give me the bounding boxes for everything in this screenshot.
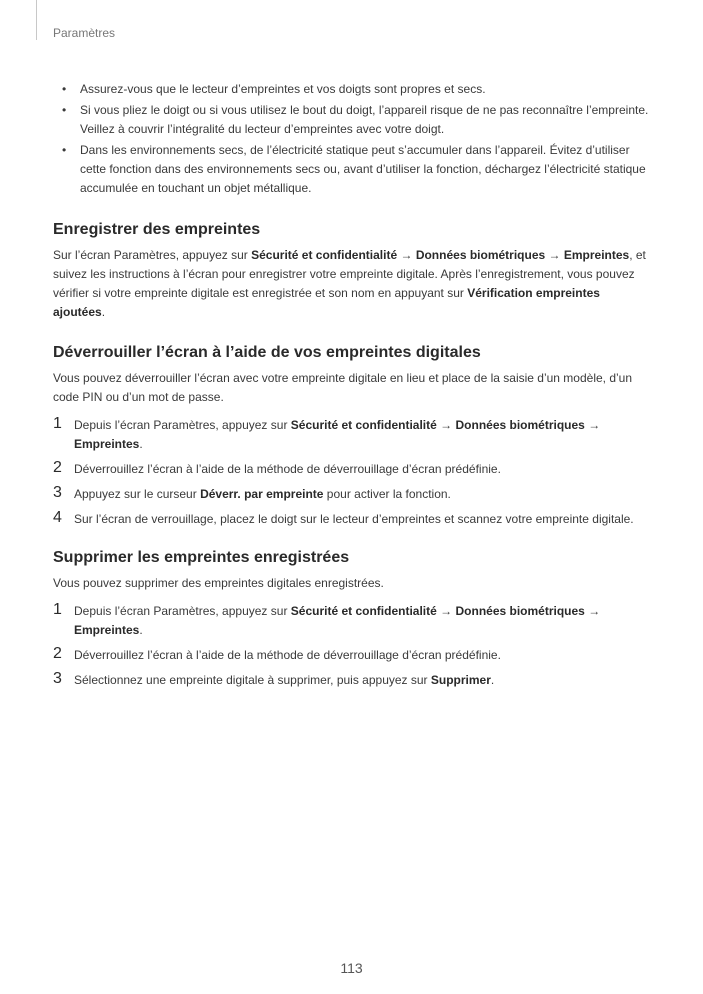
step-number: 3 xyxy=(53,670,62,687)
step-item xyxy=(53,510,653,529)
arrow-separator: → xyxy=(545,248,564,262)
text-run: Déverrouillez l’écran à l’aide de la méthode de déverrouillage d’écran prédéfinie. xyxy=(74,462,501,476)
step-item xyxy=(53,485,653,504)
menu-path-check-fingerprints: Vérification empreintes ajoutées xyxy=(53,286,600,319)
text-run: . xyxy=(490,673,495,687)
menu-path-security: Sécurité et confidentialité xyxy=(251,248,398,262)
arrow-separator: → xyxy=(584,418,601,432)
arrow-separator: → xyxy=(436,604,456,618)
text-run: Depuis l’écran Paramètres, appuyez sur xyxy=(74,418,291,432)
section-delete-intro: Vous pouvez supprimer des empreintes digitales enregistrées. xyxy=(53,576,384,590)
page-header-title: Paramètres xyxy=(53,26,116,40)
step-number: 2 xyxy=(53,459,62,476)
menu-path-fingerprints: Empreintes xyxy=(74,623,140,637)
unlock-steps xyxy=(53,416,653,529)
menu-path-fingerprints: Empreintes xyxy=(74,437,140,451)
section-heading-unlock: Déverrouiller l’écran à l’aide de vos empreintes digitales xyxy=(53,344,481,361)
menu-path-biometrics: Données biométriques xyxy=(455,604,585,618)
text-run: pour activer la fonction. xyxy=(323,487,451,501)
menu-path-fingerprints: Empreintes xyxy=(563,248,630,262)
list-item: • Si vous pliez le doigt ou si vous utilisez le bout du doigt, l’appareil risque de ne pas reconnaître l’empreinte. Veillez à couvrir l’intégralité du lecteur d’empreintes avec votre doigt. xyxy=(53,101,653,139)
step-number: 1 xyxy=(53,601,62,618)
step-item xyxy=(53,646,653,665)
button-delete-label: Supprimer xyxy=(430,673,491,687)
text-run: Sélectionnez une empreinte digitale à supprimer, puis appuyez sur xyxy=(74,673,431,687)
text-run: . xyxy=(101,305,106,319)
step-number: 1 xyxy=(53,415,62,432)
text-run: Sur l’écran Paramètres, appuyez sur xyxy=(53,248,252,262)
text-run: Appuyez sur le curseur xyxy=(74,487,201,501)
menu-path-biometrics: Données biométriques xyxy=(455,418,585,432)
list-item: • Dans les environnements secs, de l’électricité statique peut s’accumuler dans l’appareil. Évitez d’utiliser cette fonction dans des environnements secs ou, avant d’utiliser la fonction, déchargez l’électricité statique accumulée en touchant un objet métallique. xyxy=(53,141,653,198)
section-heading-register: Enregistrer des empreintes xyxy=(53,221,261,238)
setting-fingerprint-unlock: Déverr. par empreinte xyxy=(200,487,324,501)
section-unlock-intro: Vous pouvez déverrouiller l’écran avec votre empreinte digitale en lieu et place de la saisie d’un modèle, d’un code PIN ou d’un mot de passe. xyxy=(53,371,633,404)
arrow-separator: → xyxy=(397,248,416,262)
list-item: • Assurez-vous que le lecteur d’empreintes et vos doigts sont propres et secs. xyxy=(53,80,653,99)
menu-path-security: Sécurité et confidentialité xyxy=(290,418,437,432)
menu-path-security: Sécurité et confidentialité xyxy=(290,604,437,618)
step-item xyxy=(53,602,653,640)
step-number: 2 xyxy=(53,645,62,662)
arrow-separator: → xyxy=(584,604,601,618)
delete-steps xyxy=(53,602,653,690)
page-number: 113 xyxy=(340,960,363,976)
step-item xyxy=(53,416,653,454)
text-run: . xyxy=(139,623,143,637)
step-number: 4 xyxy=(53,509,62,526)
tips-list xyxy=(53,80,653,198)
text-run: Depuis l’écran Paramètres, appuyez sur xyxy=(74,604,291,618)
header-divider xyxy=(36,0,37,40)
text-run: Déverrouillez l’écran à l’aide de la méthode de déverrouillage d’écran prédéfinie. xyxy=(74,648,501,662)
text-run: . xyxy=(139,437,143,451)
menu-path-biometrics: Données biométriques xyxy=(415,248,546,262)
text-run: Sur l’écran de verrouillage, placez le doigt sur le lecteur d’empreintes et scannez votre empreinte digitale. xyxy=(74,512,634,526)
page-content xyxy=(53,80,653,696)
step-number: 3 xyxy=(53,484,62,501)
step-item xyxy=(53,671,653,690)
text-run: , et suivez les instructions à l’écran pour enregistrer votre empreinte digitale. Après l’enregistrement, vous pouvez vérifier si votre empreinte digitale est enregistrée et son nom en appuyant sur xyxy=(53,248,646,300)
arrow-separator: → xyxy=(436,418,456,432)
section-register-paragraph xyxy=(53,246,653,322)
step-item xyxy=(53,460,653,479)
section-heading-delete: Supprimer les empreintes enregistrées xyxy=(53,549,350,566)
